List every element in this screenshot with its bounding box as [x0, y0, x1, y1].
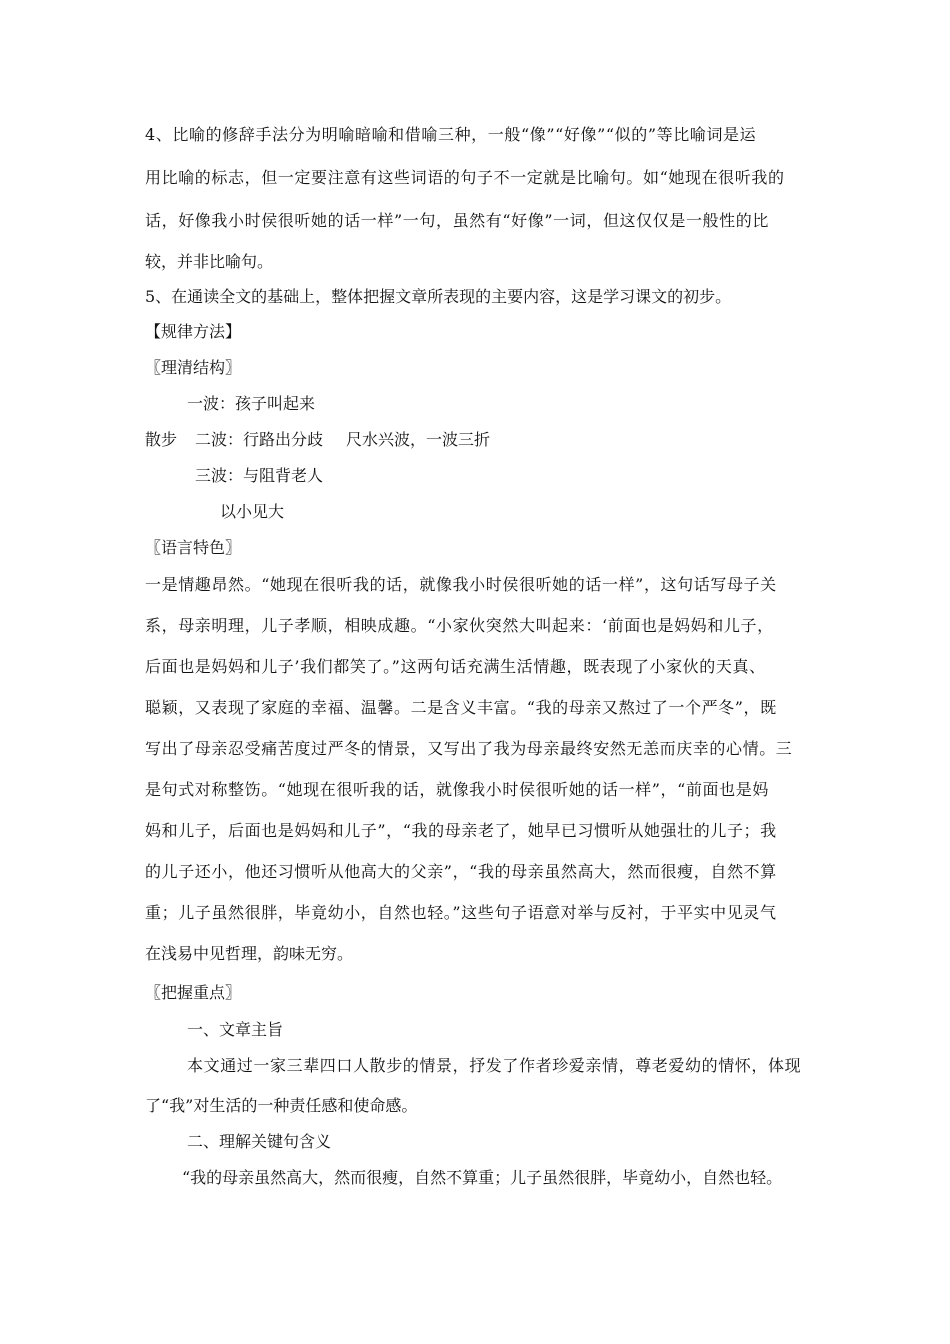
- theme-line-2: 了“我”对生活的一种责任感和使命感。: [145, 1096, 418, 1115]
- language-line-3: 后面也是妈妈和儿子’我们都笑了。”这两句话充满生活情趣，既表现了小家伙的天真、: [145, 657, 766, 676]
- structure-heading: 〖理清结构〗: [145, 358, 242, 377]
- structure-walk-label: 散步: [145, 430, 178, 449]
- key-sentence-quote: “我的母亲虽然高大，然而很瘦，自然不算重；儿子虽然很胖，毕竟幼小，自然也轻。: [182, 1168, 783, 1187]
- paragraph-4-line-3: 话，好像我小时侯很听她的话一样”一句，虽然有“好像”一词，但这仅仅是一般性的比: [145, 211, 769, 230]
- structure-wave-2: 二波：行路出分歧: [195, 430, 324, 449]
- paragraph-4-line-1: 4、比喻的修辞手法分为明喻暗喻和借喻三种，一般“像”“好像”“似的”等比喻词是运: [145, 125, 757, 144]
- key-points-subheading-2: 二、理解关键句含义: [187, 1132, 332, 1151]
- language-heading: 〖语言特色〗: [145, 538, 242, 557]
- structure-wave-1: 一波：孩子叫起来: [187, 394, 316, 413]
- paragraph-5: 5、在通读全文的基础上，整体把握文章所表现的主要内容，这是学习课文的初步。: [145, 287, 732, 306]
- structure-wave-2-note: 尺水兴波，一波三折: [346, 430, 491, 449]
- language-line-7: 妈和儿子，后面也是妈妈和儿子”，“我的母亲老了，她早已习惯听从她强壮的儿子；我: [145, 821, 777, 840]
- section-heading: 【规律方法】: [145, 322, 242, 341]
- language-line-2: 系，母亲明理，儿子孝顺，相映成趣。“小家伙突然大叫起来：‘前面也是妈妈和儿子，: [145, 616, 774, 635]
- language-line-8: 的儿子还小，他还习惯听从他高大的父亲”，“我的母亲虽然高大，然而很瘦，自然不算: [145, 862, 777, 881]
- theme-line-1: 本文通过一家三辈四口人散步的情景，抒发了作者珍爱亲情，尊老爱幼的情怀，体现: [187, 1056, 802, 1075]
- paragraph-4-line-4: 较，并非比喻句。: [145, 252, 274, 271]
- structure-summary: 以小见大: [220, 502, 285, 521]
- key-points-subheading-1: 一、文章主旨: [187, 1020, 284, 1039]
- language-line-4: 聪颖，又表现了家庭的幸福、温馨。二是含义丰富。“我的母亲又熬过了一个严冬”，既: [145, 698, 777, 717]
- language-line-1: 一是情趣昂然。“她现在很听我的话，就像我小时侯很听她的话一样”，这句话写母子关: [145, 575, 777, 594]
- language-line-9: 重；儿子虽然很胖，毕竟幼小，自然也轻。”这些句子语意对举与反衬，于平实中见灵气: [145, 903, 777, 922]
- language-line-5: 写出了母亲忍受痛苦度过严冬的情景，又写出了我为母亲最终安然无恙而庆幸的心情。三: [145, 739, 793, 758]
- language-line-10: 在浅易中见哲理，韵味无穷。: [145, 944, 354, 963]
- language-line-6: 是句式对称整饬。“她现在很听我的话，就像我小时侯很听她的话一样”，“前面也是妈: [145, 780, 769, 799]
- key-points-heading: 〖把握重点〗: [145, 983, 242, 1002]
- paragraph-4-line-2: 用比喻的标志，但一定要注意有这些词语的句子不一定就是比喻句。如“她现在很听我的: [145, 168, 785, 187]
- structure-wave-3: 三波：与阻背老人: [195, 466, 324, 485]
